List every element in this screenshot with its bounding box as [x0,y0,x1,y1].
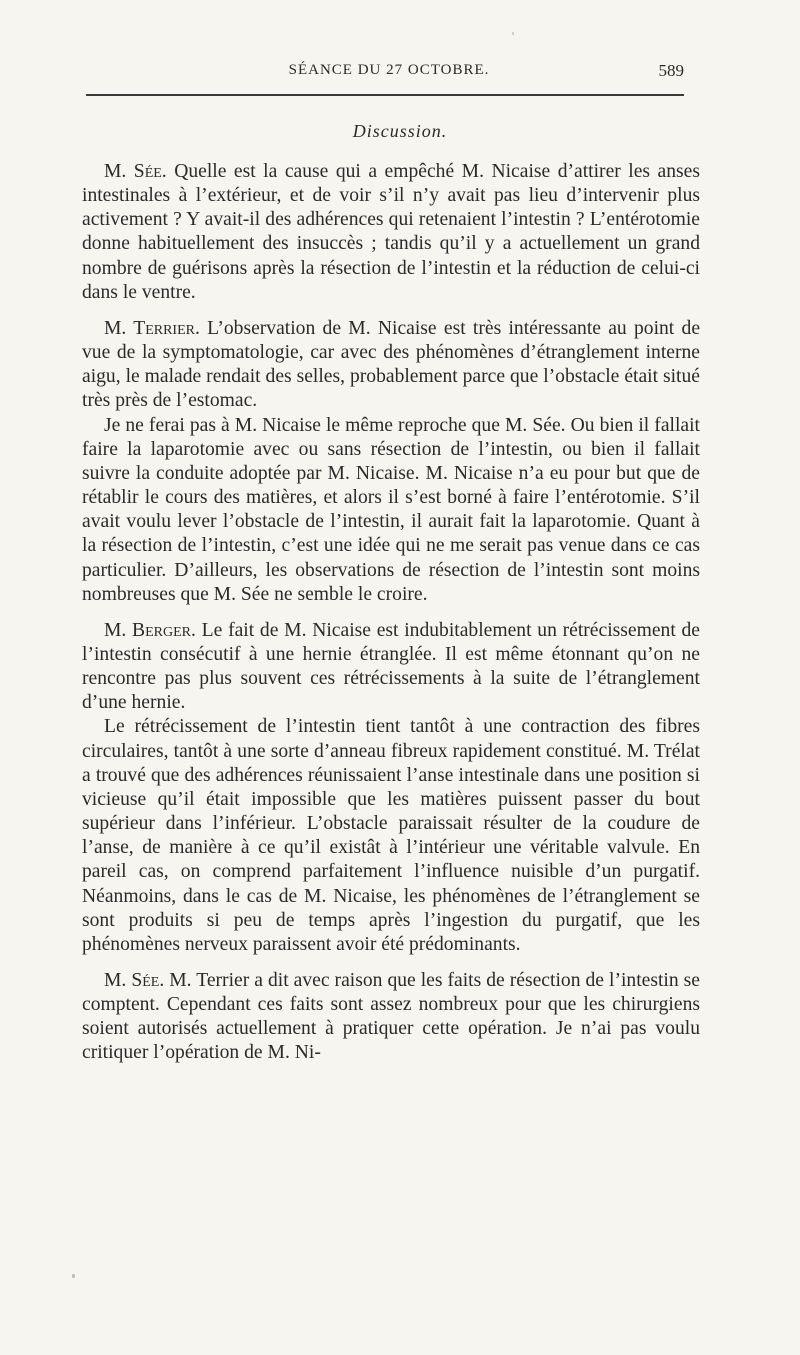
paragraph [82,317,700,414]
pencil-mark [72,1274,75,1278]
paragraph [82,715,700,957]
speaker-name: M. Terrier. [104,317,200,339]
paragraph [82,969,700,1066]
body-text [82,160,700,1066]
paragraph-text: M. Terrier a dit avec raison que les faits de résection de l’intestin se comptent. Cependant ces faits sont assez nombreux pour que les chirurgiens soient autorisés actuellement à pratiquer cette opération. Je n’ai pas voulu critiquer l’opération de M. Ni- [82,970,700,1064]
section-title: Discussion. [352,121,448,141]
paragraph-text: Quelle est la cause qui a empêché M. Nicaise d’attirer les anses intestinales à l’extérieur, et de voir s’il n’y avait pas lieu d’intervenir plus activement ? Y avait-il des adhérences qui retenaient l’intestin ? L’entérotomie donne habituellement des insuccès ; tandis qu’il y a actuellement un grand nombre de guérisons après la résection de l’intestin et la réduction de celui-ci dans le ventre. [82,161,700,303]
speaker-name: M. Berger. [104,619,196,641]
paragraph [82,160,700,305]
speaker-name: M. Sée. [104,970,165,991]
running-head [86,62,692,86]
paragraph-text: Je ne ferai pas à M. Nicaise le même reproche que M. Sée. Ou bien il fallait faire la laparotomie avec ou sans résection de l’intestin, ou bien il fallait suivre la conduite adoptée par M. Nicaise. M. Nicaise n’a eu pour but que de rétablir le cours des matières, et alors il s’est borné à faire l’entérotomie. S’il avait voulu lever l’obstacle de l’intestin, il aurait fait la laparotomie. Quant à la résection de l’intestin, c’est une idée qui ne me serait pas venue dans ce cas particulier. D’ailleurs, les observations de résection de l’intestin sont moins nombreuses que M. Sée ne semble le croire. [82,414,700,605]
paragraph-text: L’observation de M. Nicaise est très intéressante au point de vue de la symptomatologie, car avec des phénomènes d’étranglement interne aigu, le malade rendait des selles, probablement parce que l’obstacle était situé très près de l’estomac. [82,317,701,412]
page-number: 589 [658,61,684,80]
paragraph-text: Le fait de M. Nicaise est indubitablement un rétrécissement de l’intestin consécutif à une hernie étranglée. Il est même étonnant qu’on ne rencontre pas plus souvent ces rétrécissements à la suite de l’étranglement d’une hernie. [82,619,700,714]
running-title: SÉANCE DU 27 OCTOBRE. [288,62,490,78]
paragraph [82,414,700,607]
paragraph [82,619,700,716]
speaker-name: M. Sée. [104,161,167,182]
header-rule [86,94,684,96]
paper-speck [512,32,514,35]
paragraph-text: Le rétrécissement de l’intestin tient tantôt à une contraction des fibres circulaires, tantôt à une sorte d’anneau fibreux rapidement constitué. M. Trélat a trouvé que des adhérences réunissaient l’anse intestinale dans une position si vicieuse qu’il était impossible que les matières puissent passer du bout supérieur dans l’inférieur. L’obstacle paraissait résulter de la coudure de l’anse, de manière à ce qu’il existât à l’intérieur une véritable valvule. En pareil cas, on comprend parfaitement l’influence nuisible d’un purgatif. Néanmoins, dans le cas de M. Nicaise, les phénomènes de l’étranglement se sont produits si peu de temps après l’ingestion du purgatif, que les phénomènes nerveux paraissent avoir été prédominants. [82,716,700,955]
